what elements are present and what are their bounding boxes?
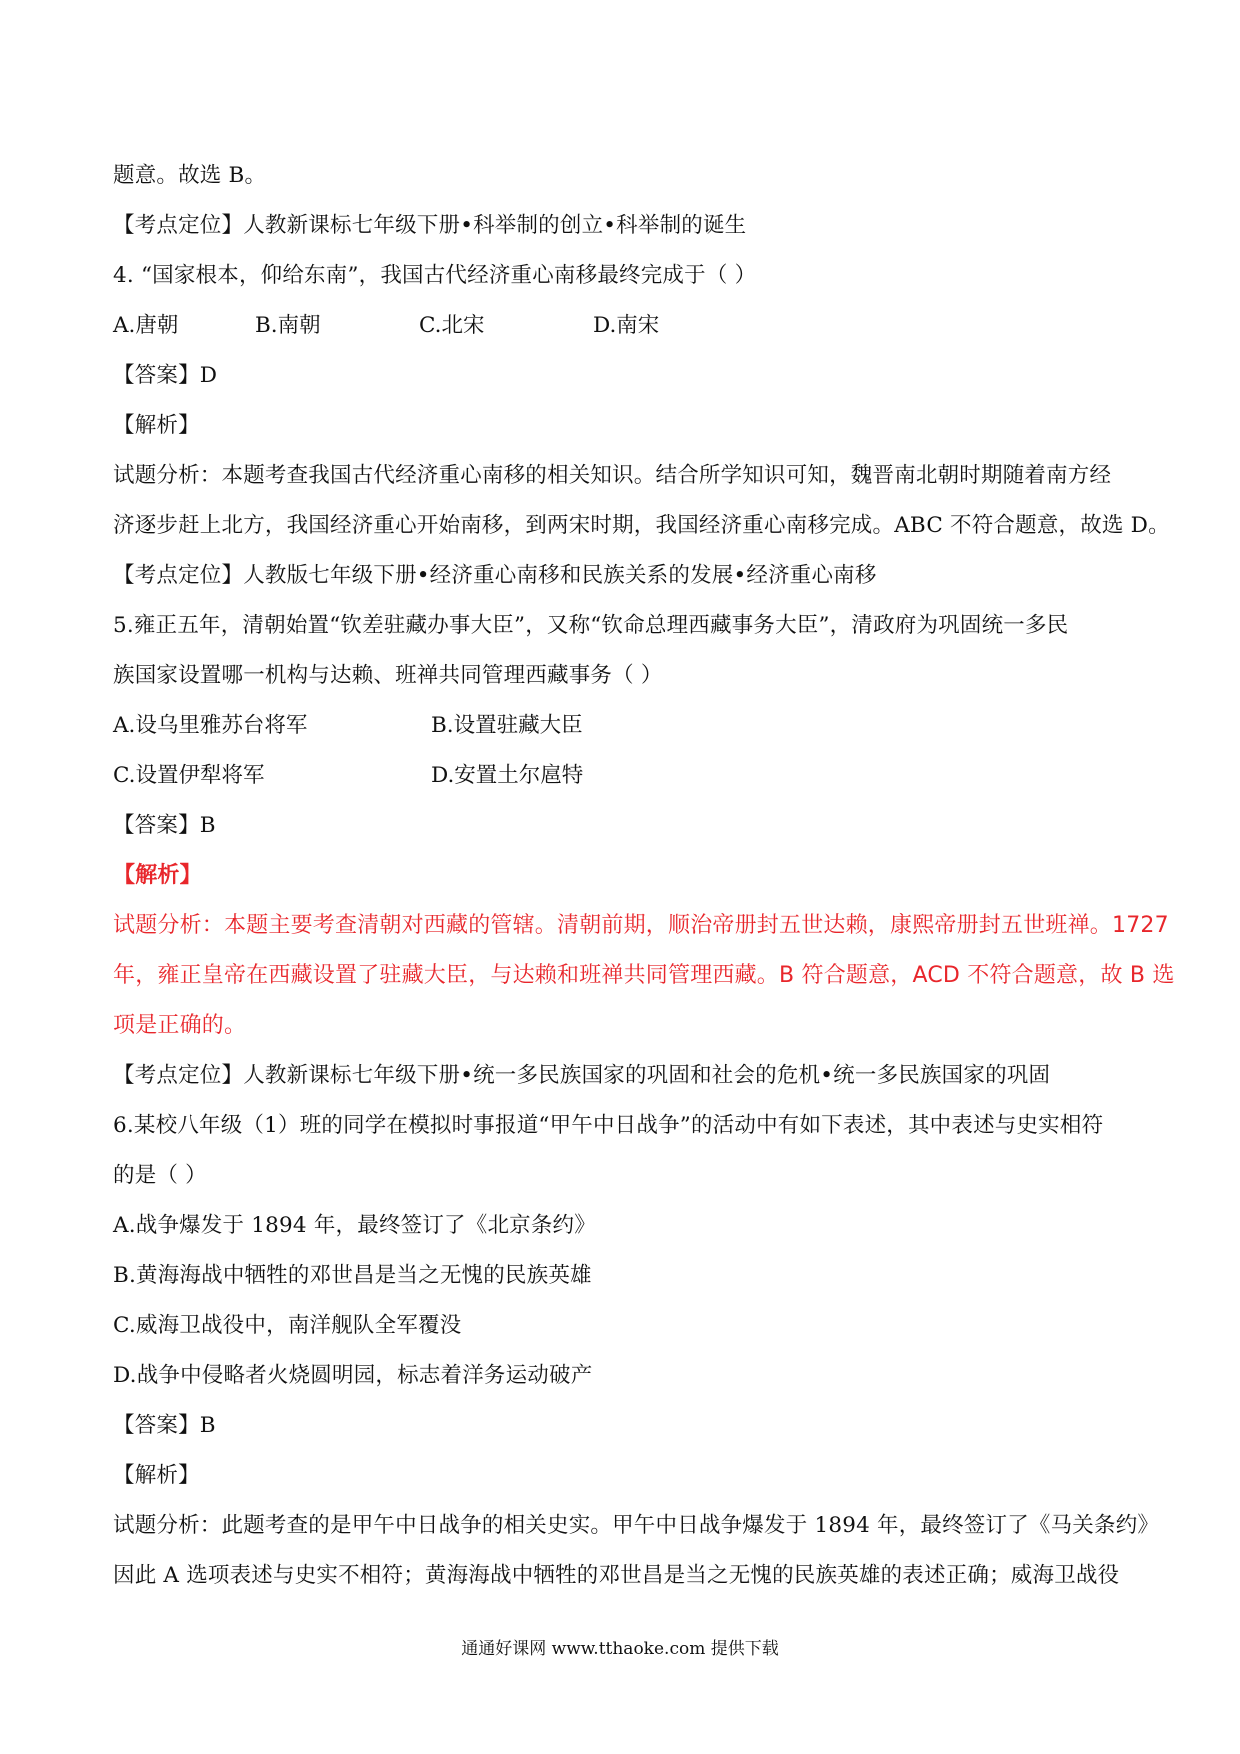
kaodian-line: 【考点定位】人教版七年级下册•经济重心南移和民族关系的发展•经济重心南移 (113, 563, 877, 588)
analysis-text: 试题分析：本题考查我国古代经济重心南移的相关知识。结合所学知识可知，魏晋南北朝时期随着南方经 (113, 463, 1112, 488)
q4-option-b: B.南朝 (255, 313, 321, 338)
q6-option-a: A.战争爆发于 1894 年，最终签订了《北京条约》 (113, 1213, 596, 1238)
analysis-text: 济逐步赶上北方，我国经济重心开始南移，到两宋时期，我国经济重心南移完成。ABC 不符合题意，故选 D。 (113, 513, 1170, 538)
q5-option-c: C.设置伊犁将军 (113, 763, 265, 788)
question-6-cont: 的是（ ） (113, 1163, 207, 1188)
q5-option-b: B.设置驻藏大臣 (431, 713, 583, 738)
kaodian-line: 【考点定位】人教新课标七年级下册•统一多民族国家的巩固和社会的危机•统一多民族国家的巩固 (113, 1063, 1051, 1088)
question-6: 6.某校八年级（1）班的同学在模拟时事报道“甲午中日战争”的活动中有如下表述，其中表述与史实相符 (113, 1113, 1104, 1138)
question-5-cont: 族国家设置哪一机构与达赖、班禅共同管理西藏事务（ ） (113, 663, 663, 688)
answer-line: 【答案】D (113, 363, 218, 388)
q4-option-a: A.唐朝 (113, 313, 179, 338)
q6-option-c: C.威海卫战役中，南洋舰队全军覆没 (113, 1313, 462, 1338)
answer-line: 【答案】B (113, 1413, 216, 1438)
analysis-text: 试题分析：此题考查的是甲午中日战争的相关史实。甲午中日战争爆发于 1894 年，最终签订了《马关条约》 (113, 1513, 1160, 1538)
q5-option-a: A.设乌里雅苏台将军 (113, 713, 308, 738)
q5-option-d: D.安置土尔扈特 (431, 763, 584, 788)
q6-option-b: B.黄海海战中牺牲的邓世昌是当之无愧的民族英雄 (113, 1263, 592, 1288)
analysis-heading: 【解析】 (113, 413, 200, 438)
text-line: 题意。故选 B。 (113, 163, 267, 188)
question-4: 4. “国家根本，仰给东南”，我国古代经济重心南移最终完成于（ ） (113, 263, 757, 288)
answer-line: 【答案】B (113, 813, 216, 838)
page-footer: 通通好课网 www.tthaoke.com 提供下载 (461, 1639, 779, 1659)
q6-option-d: D.战争中侵略者火烧圆明园，标志着洋务运动破产 (113, 1363, 593, 1388)
analysis-text-red: 年，雍正皇帝在西藏设置了驻藏大臣，与达赖和班禅共同管理西藏。B 符合题意，ACD 不符合题意，故 B 选 (113, 963, 1175, 988)
kaodian-line: 【考点定位】人教新课标七年级下册•科举制的创立•科举制的诞生 (113, 213, 747, 238)
analysis-heading-red: 【解析】 (113, 863, 202, 888)
analysis-text: 因此 A 选项表述与史实不相符；黄海海战中牺牲的邓世昌是当之无愧的民族英雄的表述正确；威海卫战役 (113, 1563, 1120, 1588)
question-5: 5.雍正五年，清朝始置“钦差驻藏办事大臣”，又称“钦命总理西藏事务大臣”，清政府为巩固统一多民 (113, 613, 1069, 638)
analysis-text-red: 试题分析：本题主要考查清朝对西藏的管辖。清朝前期，顺治帝册封五世达赖，康熙帝册封五世班禅。1727 (113, 913, 1169, 938)
analysis-text-red: 项是正确的。 (113, 1013, 247, 1038)
analysis-heading: 【解析】 (113, 1463, 200, 1488)
q4-option-c: C.北宋 (419, 313, 485, 338)
q4-option-d: D.南宋 (593, 313, 660, 338)
